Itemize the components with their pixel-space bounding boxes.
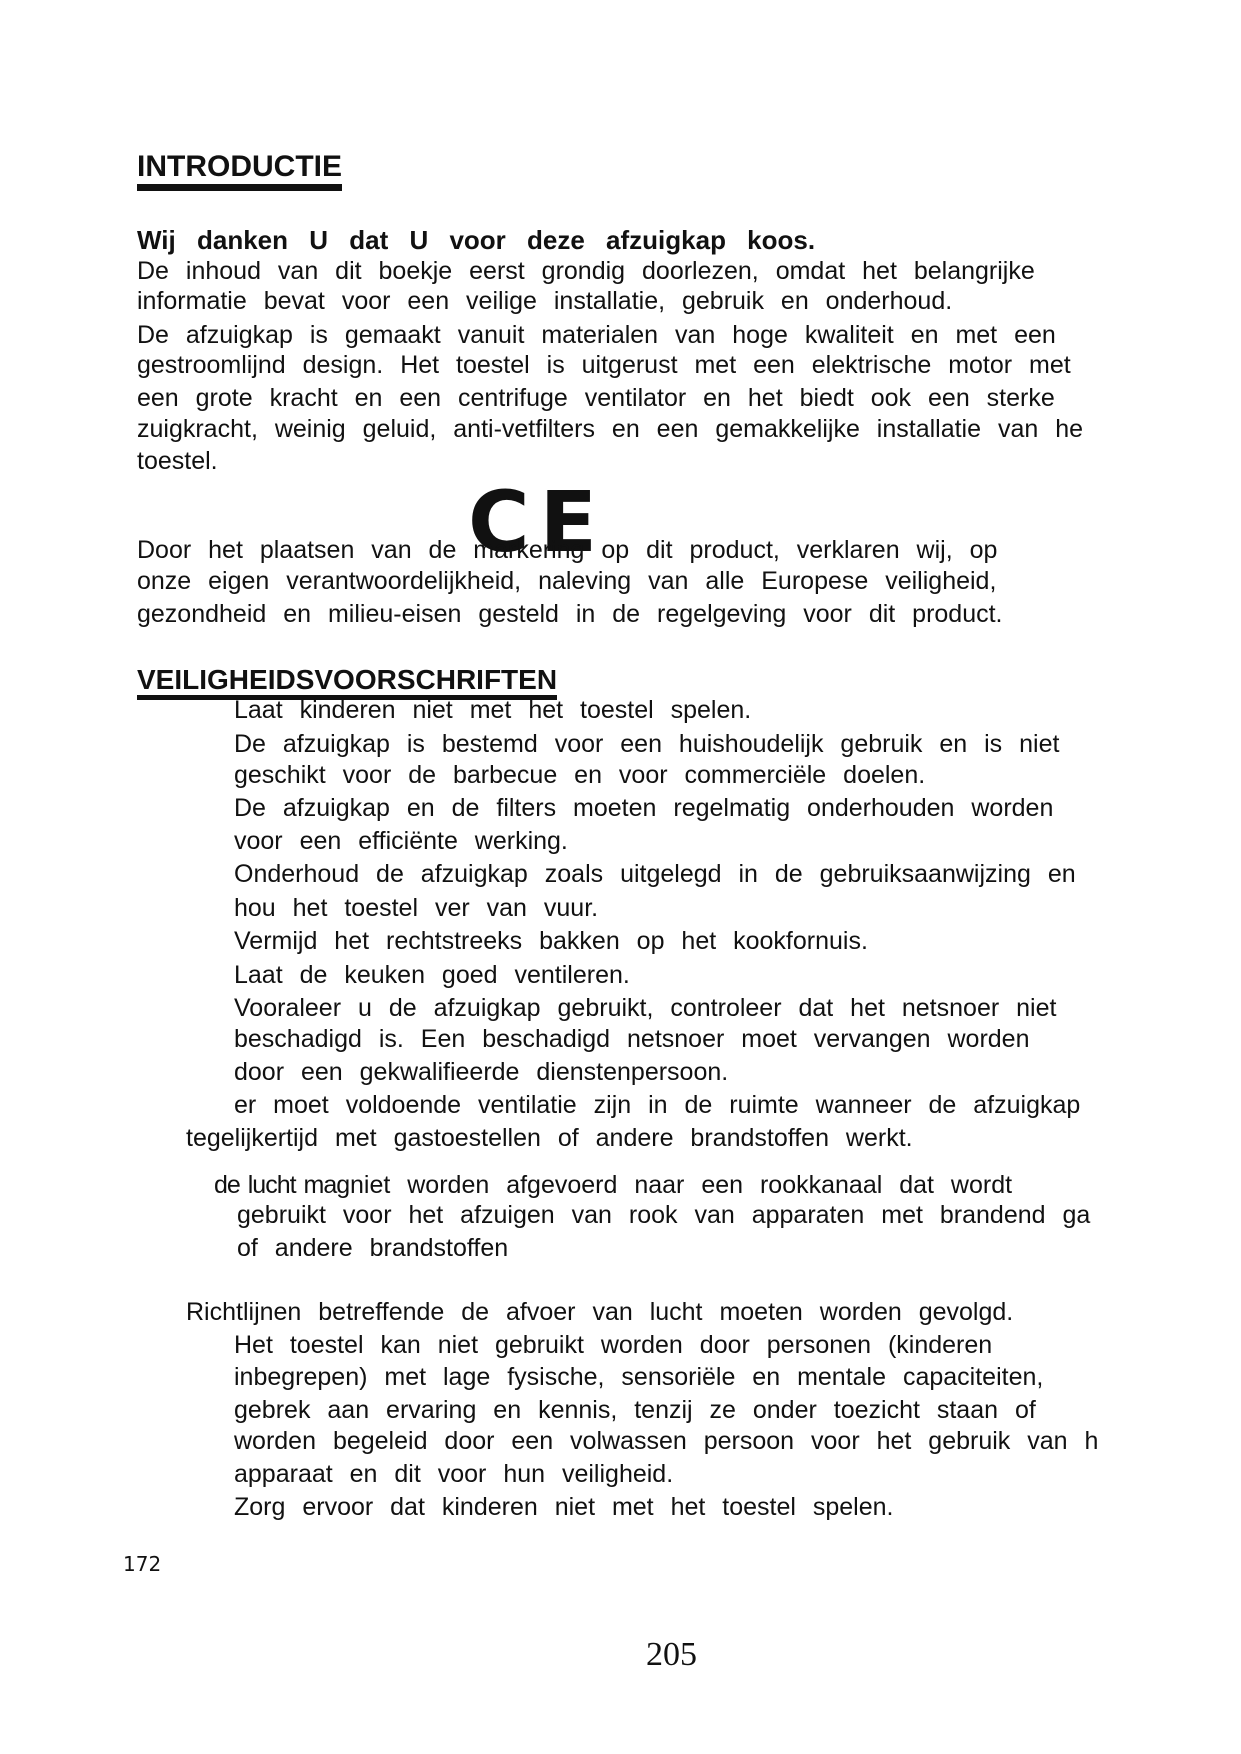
safety-line: tegelijkertijd met gastoestellen of andere brandstoffen werkt. <box>186 1124 913 1152</box>
ce-line: Door het plaatsen van de markering op dit product, verklaren wij, op <box>137 536 998 564</box>
safety-line: hou het toestel ver van vuur. <box>234 894 599 922</box>
safety-line: De afzuigkap is bestemd voor een huishoudelijk gebruik en is niet <box>234 730 1060 758</box>
intro-line: gestroomlijnd design. Het toestel is uitgerust met een elektrische motor met <box>137 351 1071 379</box>
guideline-line: Richtlijnen betreffende de afvoer van lucht moeten worden gevolgd. <box>186 1298 1014 1326</box>
intro-line: De inhoud van dit boekje eerst grondig doorlezen, omdat het belangrijke <box>137 257 1035 285</box>
air-line: of andere brandstoffen <box>237 1234 509 1262</box>
more-line: Het toestel kan niet gebruikt worden door personen (kinderen <box>234 1331 993 1359</box>
ce-line: gezondheid en milieu-eisen gesteld in de regelgeving voor dit product. <box>137 600 1003 628</box>
intro-line: zuigkracht, weinig geluid, anti-vetfilters en een gemakkelijke installatie van he <box>137 415 1084 443</box>
intro-line: De afzuigkap is gemaakt vanuit materialen van hoge kwaliteit en met een <box>137 321 1056 349</box>
more-line: inbegrepen) met lage fysische, sensoriële en mentale capaciteiten, <box>234 1363 1044 1391</box>
safety-line: Vermijd het rechtstreeks bakken op het kookfornuis. <box>234 927 868 955</box>
safety-line: voor een efficiënte werking. <box>234 827 568 855</box>
safety-line: geschikt voor de barbecue en voor commerciële doelen. <box>234 761 926 789</box>
safety-line: Onderhoud de afzuigkap zoals uitgelegd in de gebruiksaanwijzing en <box>234 860 1076 888</box>
more-line: apparaat en dit voor hun veiligheid. <box>234 1460 674 1488</box>
safety-line: Laat de keuken goed ventileren. <box>234 961 630 989</box>
air-prefix: de lucht mag <box>214 1171 350 1199</box>
intro-thanks: Wij danken U dat U voor deze afzuigkap koos. <box>137 225 816 255</box>
air-line: gebruikt voor het afzuigen van rook van apparaten met brandend ga <box>237 1201 1091 1229</box>
more-line: worden begeleid door een volwassen persoon voor het gebruik van h <box>234 1427 1099 1455</box>
safety-heading: VEILIGHEIDSVOORSCHRIFTEN <box>137 665 557 700</box>
safety-line: De afzuigkap en de filters moeten regelmatig onderhouden worden <box>234 794 1054 822</box>
safety-line: beschadigd is. Een beschadigd netsnoer moet vervangen worden <box>234 1025 1030 1053</box>
safety-line: door een gekwalifieerde dienstenpersoon. <box>234 1058 729 1086</box>
safety-line: Laat kinderen niet met het toestel spelen. <box>234 696 752 724</box>
intro-line: informatie bevat voor een veilige installatie, gebruik en onderhoud. <box>137 287 953 315</box>
safety-line: er moet voldoende ventilatie zijn in de ruimte wanneer de afzuigkap <box>234 1091 1081 1119</box>
ce-line: onze eigen verantwoordelijkheid, naleving van alle Europese veiligheid, <box>137 567 997 595</box>
page-number: 205 <box>646 1636 697 1673</box>
more-line: Zorg ervoor dat kinderen niet met het toestel spelen. <box>234 1493 894 1521</box>
intro-line: een grote kracht en een centrifuge ventilator en het biedt ook een sterke <box>137 384 1055 412</box>
intro-heading: INTRODUCTIE <box>137 150 342 191</box>
intro-line: toestel. <box>137 447 218 475</box>
page-number-small: 172 <box>123 1552 162 1576</box>
more-line: gebrek aan ervaring en kennis, tenzij ze onder toezicht staan of <box>234 1396 1036 1424</box>
air-line: niet worden afgevoerd naar een rookkanaal dat wordt <box>350 1171 1013 1199</box>
ce-mark: CE <box>468 473 608 571</box>
safety-line: Vooraleer u de afzuigkap gebruikt, controleer dat het netsnoer niet <box>234 994 1057 1022</box>
